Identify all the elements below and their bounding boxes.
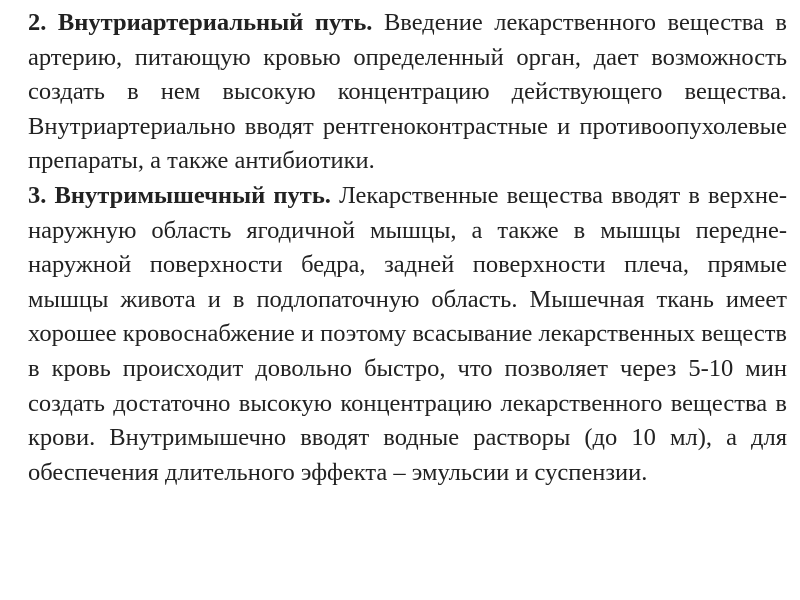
section-heading: 3. Внутримышечный путь. — [28, 181, 331, 209]
section-body: Лекарственные вещества вводят в верхне-наружную область ягодичной мышцы, а также в мышцы передне-наружной поверхности бедра, задней поверхности плеча, прямые мышцы живота и в подлопаточную область. Мышечная ткань имеет хорошее кровоснабжение и поэтому всасывание лекарственных веществ в кровь происходит довольно быстро, что позволяет через 5-10 мин создать достаточно высокую концентрацию лекарственного вещества в крови. Внутримышечно вводят водные растворы (до 10 мл), а для обеспечения длительного эффекта – эмульсии и суспензии. — [28, 181, 787, 486]
section-intramuscular — [28, 179, 787, 490]
section-body: Введение лекарственного вещества в артерию, питающую кровью определенный орган, дает возможность создать в нем высокую концентрацию действующего вещества. Внутриартериально вводят рентгеноконтрастные и противоопухолевые препараты, а также антибиотики. — [28, 9, 787, 175]
section-heading: 2. Внутриартериальный путь. — [28, 9, 373, 36]
section-intra-arterial — [28, 6, 787, 179]
